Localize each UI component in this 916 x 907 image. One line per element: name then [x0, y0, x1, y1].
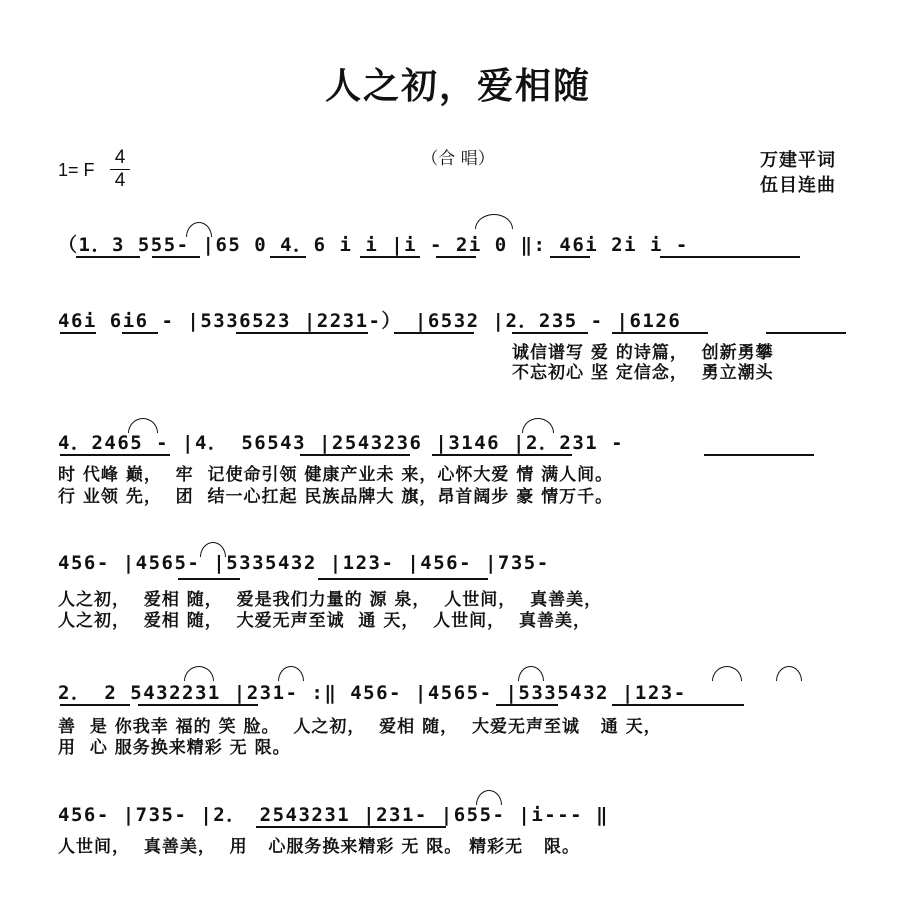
underline: [76, 256, 140, 258]
slur: [776, 666, 802, 681]
notation-row-4: 456- |4565- |5335432 |123- |456- |735-: [58, 552, 550, 574]
notation-row-2: 46i 6i6 - |5336523 |2231-） |6532 |2．235 - |6126: [58, 310, 682, 332]
lyrics-row-5-verse-2: 用 心 服务换来精彩 无 限。: [58, 738, 291, 758]
slur: [522, 418, 554, 433]
slur: [128, 418, 158, 433]
notation-row-3: 4．2465 - |4． 56543 |2543236 |3146 |2．231 -: [58, 432, 625, 454]
performance-type: （合 唱）: [421, 149, 495, 169]
underline: [612, 332, 708, 334]
lyrics-row-4-verse-2: 人之初， 爱相 随， 大爱无声至诚 通 天， 人世间， 真善美，: [58, 611, 592, 631]
slur: [278, 666, 304, 681]
underline: [138, 704, 258, 706]
underline: [60, 454, 170, 456]
underline: [766, 332, 846, 334]
lyrics-row-3-verse-2: 行 业领 先， 团 结一心扛起 民族品牌大 旗，昂首阔步 豪 情万千。: [58, 487, 614, 507]
slur: [518, 666, 544, 681]
underline: [512, 332, 588, 334]
underline: [436, 256, 476, 258]
underline: [236, 332, 368, 334]
time-signature: [110, 148, 130, 191]
slur: [712, 666, 742, 681]
lyrics-row-3-verse-1: 时 代峰 巅， 牢 记使命引领 健康产业未 来，心怀大爱 情 满人间。: [58, 465, 614, 485]
underline: [122, 332, 158, 334]
notation-row-5: 2． 2 5432231 |231- :‖ 456- |4565- |5335432 |123-: [58, 682, 687, 704]
underline: [152, 256, 200, 258]
slur: [184, 666, 214, 681]
underline: [360, 256, 420, 258]
time-signature-top: 4: [114, 147, 126, 168]
lyrics-row-2-verse-2: 不忘初心 坚 定信念， 勇立潮头: [512, 363, 774, 383]
lyrics-row-5-verse-1: 善 是 你我幸 福的 笑 脸。 人之初， 爱相 随， 大爱无声至诚 通 天，: [58, 717, 662, 737]
notation-row-6: 456- |735- |2． 2543231 |231- |655- |i--- ‖: [58, 804, 609, 826]
underline: [496, 704, 558, 706]
underline: [256, 826, 446, 828]
time-signature-bottom: 4: [114, 170, 126, 191]
underline: [612, 704, 744, 706]
underline: [704, 454, 814, 456]
underline: [318, 578, 488, 580]
lyrics-row-2-verse-1: 诚信谱写 爱 的诗篇， 创新勇攀: [512, 343, 774, 363]
underline: [60, 332, 96, 334]
composer-credit: 伍目连曲: [760, 175, 836, 196]
lyrics-row-4-verse-1: 人之初， 爱相 随， 爱是我们力量的 源 泉， 人世间， 真善美，: [58, 590, 603, 610]
underline: [270, 256, 306, 258]
song-title: 人之初，爱相随: [324, 66, 591, 107]
underline: [432, 454, 572, 456]
underline: [300, 454, 410, 456]
underline: [394, 332, 474, 334]
slur: [475, 214, 513, 229]
lyrics-row-6-verse-1: 人世间， 真善美， 用 心服务换来精彩 无 限。 精彩无 限。: [58, 837, 580, 857]
slur: [186, 222, 212, 237]
underline: [178, 578, 240, 580]
underline: [60, 704, 130, 706]
slur: [200, 542, 226, 557]
slur: [476, 790, 502, 805]
underline: [550, 256, 590, 258]
notation-row-1: （1．3 555- |65 0 4．6 i i |i - 2i 0 ‖: 46i 2i i -: [58, 234, 689, 256]
lyricist-credit: 万建平词: [760, 150, 836, 171]
underline: [660, 256, 800, 258]
key-signature: 1= F: [58, 160, 95, 180]
